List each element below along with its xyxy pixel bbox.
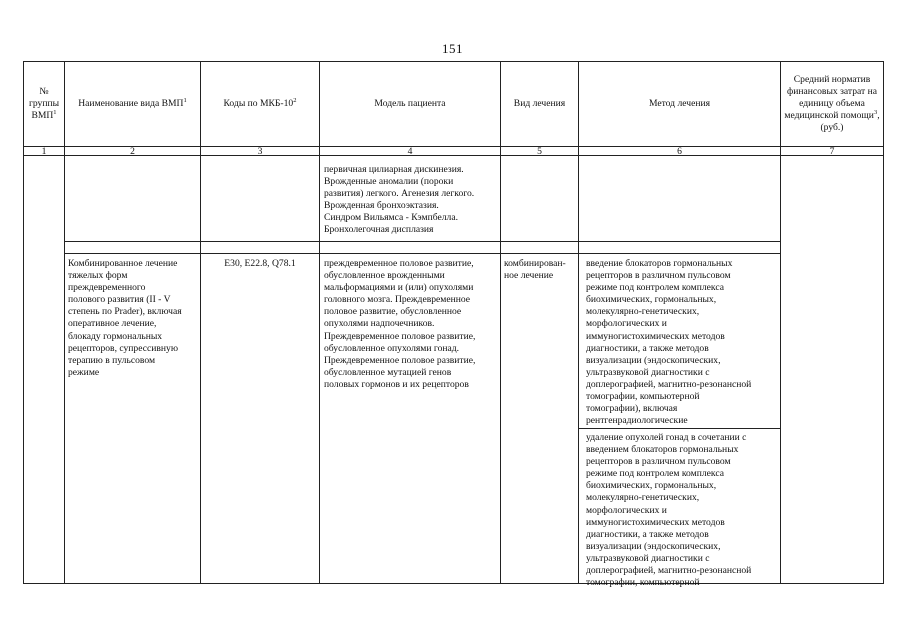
treatment-type-cell: комбинирован- ное лечение [504,258,566,282]
header-financial-norm: Средний норматив финансовых затрат на единицу объема медицинской помощи$^3$, (руб.) [784,73,880,134]
treatment-method-cell-2: удаление опухолей гонад в сочетании с введением блокаторов гормональных рецепторов в различном пульсовом режиме под контролем комплекса биохимических, гормональных, молекулярно-генетических, морфологических и иммуногистохимических методов диагностики, а также методов визуализации (эндоскопических, ультразвуковой диагностики с доплерографией, магнитно-резонансной томографии, компьютерной [586,432,752,589]
page-number: 151 [442,41,463,56]
column-number-7: 7 [829,146,835,157]
column-number-6: 6 [677,146,682,157]
icd-codes-cell: E30, E22.8, Q78.1 [224,258,296,269]
column-number-1: 1 [41,146,47,157]
column-number-5: 5 [537,146,542,157]
patient-model-cell: преждевременное половое развитие, обусловленное врожденными мальформациями и (или) опухолями головного мозга. Преждевременное половое развитие, обусловленное опухолями надпочечников. Преждевременное половое развитие, обусловленное опухолями гонад. Преждевременное половое развитие, обусловленное мутацией генов половых гормонов и их рецепторов [324,258,476,390]
continued-patient-model: первичная цилиарная дискинезия. Врожденные аномалии (пороки развития) легкого. Агенезия легкого. Врожденная бронхоэктазия. Синдром Вильямса - Кэмпбелла. Бронхолегочная дисплазия [324,164,475,236]
header-group-number: № группы ВМП$^1$ [28,85,60,122]
header-treatment-method: Метод лечения [648,97,711,109]
header-treatment-type: Вид лечения [513,97,566,109]
treatment-method-cell-1: введение блокаторов гормональных рецепторов в различном пульсовом режиме под контролем комплекса биохимических, гормональных, молекулярно-генетических, морфологических и иммуногистохимических методов диагностики, а также методов визуализации (эндоскопических, ультразвуковой диагностики с доплерографией, магнитно-резонансной томографии, компьютерной томографии), включая рентгенрадиологические [586,258,752,427]
header-icd-codes: Коды по МКБ-$10^2$ [223,96,297,109]
column-number-3: 3 [257,146,263,157]
header-vmp-name: Наименование вида ВМП$^1$ [78,96,187,109]
vmp-name-cell: Комбинированное лечение тяжелых форм преждевременного полового развития (II - V степень по Prader), включая оперативное лечение, блокаду гормональных рецепторов, супрессивную терапию в пульсовом режиме [68,258,182,378]
column-number-2: 2 [130,146,135,157]
column-number-4: 4 [407,146,413,157]
header-patient-model: Модель пациента [374,97,446,109]
